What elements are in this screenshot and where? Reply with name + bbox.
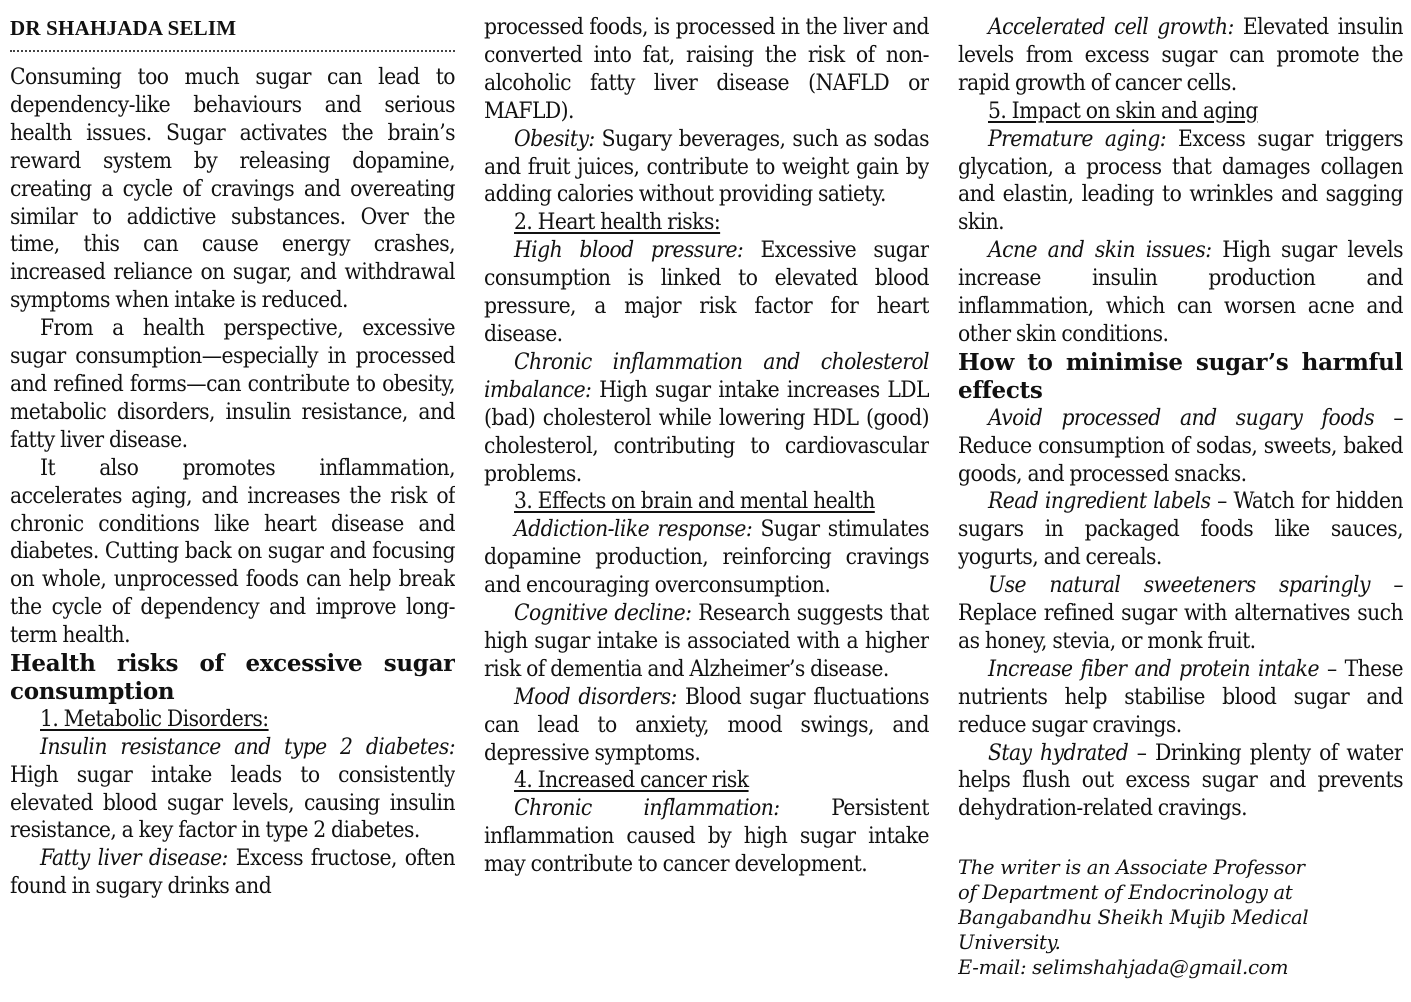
subheading-text: 3. Effects on brain and mental health xyxy=(514,488,875,515)
risk-text: Excess sugar triggers glycation, a process that damages collagen and elastin, leading to wrinkles and sagging skin. xyxy=(958,125,1403,236)
risk-text: Excessive sugar consumption is linked to elevated blood pressure, a major risk factor for heart disease. xyxy=(484,237,929,347)
subheading xyxy=(484,488,929,516)
risk-text: High sugar intake increases LDL (bad) cholesterol while lowering HDL (good) cholesterol, contributing to cardiovascular problems. xyxy=(484,376,929,487)
risk-item xyxy=(958,126,1403,238)
risk-item xyxy=(10,734,455,846)
risk-text: Excess fructose, often found in sugary drinks and xyxy=(10,845,455,900)
subheading-text: 4. Increased cancer risk xyxy=(514,767,749,794)
subheading-text: 5. Impact on skin and aging xyxy=(988,97,1258,124)
article xyxy=(10,14,1402,998)
risk-item xyxy=(484,516,929,600)
credit-line: The writer is an Associate Professor xyxy=(958,856,1305,880)
credit-line: of Department of Endocrinology at xyxy=(958,881,1293,905)
credit-line: Bangabandhu Sheikh Mujib Medical xyxy=(958,906,1309,930)
risk-text: Sugary beverages, such as sodas and fruit juices, contribute to weight gain by adding calories without providing satiety. xyxy=(484,125,929,208)
risk-item xyxy=(484,600,929,684)
subheading-text: 2. Heart health risks: xyxy=(514,209,721,236)
risk-item-continued: processed foods, is processed in the liver and converted into fat, raising the risk of non-alcoholic fatty liver disease (NAFLD or MAFLD). xyxy=(484,14,929,124)
risk-item xyxy=(484,684,929,768)
risk-label: Chronic inflammation and cholesterol imbalance: xyxy=(484,348,929,403)
risk-text: High sugar intake leads to consistently elevated blood sugar levels, causing insulin resistance, a key factor in type 2 diabetes. xyxy=(10,761,455,844)
tip-item xyxy=(958,488,1403,572)
tip-text: – Drinking plenty of water helps flush out excess sugar and prevents dehydration-related cravings. xyxy=(958,739,1403,822)
tip-item xyxy=(958,572,1403,656)
subheading xyxy=(10,706,455,734)
subheading xyxy=(484,209,929,237)
column-3 xyxy=(958,14,1403,998)
risk-item xyxy=(484,795,929,879)
tip-item xyxy=(958,405,1403,489)
section-heading: Health risks of excessive sugar consumption xyxy=(10,650,455,705)
risk-label: Acne and skin issues: xyxy=(988,237,1212,264)
risk-item xyxy=(484,349,929,489)
risk-item xyxy=(958,237,1403,349)
risk-item xyxy=(484,237,929,349)
risk-text: Elevated insulin levels from excess sugar can promote the rapid growth of cancer cells. xyxy=(958,14,1403,96)
risk-text: Blood sugar fluctuations can lead to anxiety, mood swings, and depressive symptoms. xyxy=(484,683,929,766)
risk-label: Accelerated cell growth: xyxy=(988,14,1234,40)
section-heading: How to minimise sugar’s harmful effects xyxy=(958,348,1403,404)
risk-label: Chronic inflammation: xyxy=(514,795,780,822)
intro-paragraph: Consuming too much sugar can lead to dependency-like behaviours and serious health issues. Sugar activates the brain’s reward system by releasing dopamine, creating a cycle of cravings and overeating similar to addictive substances. Over the time, this can cause energy crashes, increased reliance on sugar, and withdrawal symptoms when intake is reduced. xyxy=(10,64,455,314)
subheading xyxy=(958,98,1403,126)
paragraph: It also promotes inflammation, accelerates aging, and increases the risk of chronic conditions like heart disease and diabetes. Cutting back on sugar and focusing on whole, unprocessed foods can help break the cycle of dependency and improve long-term health. xyxy=(10,454,455,649)
tip-label: Read ingredient labels xyxy=(988,488,1211,515)
tip-text: – Replace refined sugar with alternatives such as honey, stevia, or monk fruit. xyxy=(958,572,1403,654)
tip-item xyxy=(958,656,1403,740)
tip-label: Increase fiber and protein intake xyxy=(988,655,1319,682)
author-credit xyxy=(958,855,1403,980)
risk-text: High sugar levels increase insulin production and inflammation, which can worsen acne and other skin conditions. xyxy=(958,237,1403,347)
risk-label: Fatty liver disease: xyxy=(40,845,228,872)
subheading xyxy=(484,767,929,795)
tip-label: Avoid processed and sugary foods xyxy=(988,404,1375,431)
risk-label: Obesity: xyxy=(514,125,595,152)
column-1 xyxy=(10,14,455,998)
risk-label: Insulin resistance and type 2 diabetes: xyxy=(40,733,455,760)
risk-label: Cognitive decline: xyxy=(514,600,692,627)
column-2 xyxy=(484,14,929,998)
credit-line: University. xyxy=(958,931,1061,955)
dotted-divider xyxy=(10,50,455,52)
risk-label: Mood disorders: xyxy=(514,683,677,710)
paragraph: From a health perspective, excessive sugar consumption—especially in processed and refined forms—can contribute to obesity, metabolic disorders, insulin resistance, and fatty liver disease. xyxy=(10,315,455,453)
risk-item xyxy=(484,126,929,210)
tip-text: – Reduce consumption of sodas, sweets, baked goods, and processed snacks. xyxy=(958,404,1403,487)
tip-text: – These nutrients help stabilise blood sugar and reduce sugar cravings. xyxy=(958,655,1403,738)
tip-text: – Watch for hidden sugars in packaged foods like sauces, yogurts, and cereals. xyxy=(958,488,1403,571)
risk-label: Premature aging: xyxy=(988,125,1167,152)
risk-text: Research suggests that high sugar intake is associated with a higher risk of dementia and Alzheimer’s disease. xyxy=(484,600,929,682)
tip-label: Stay hydrated xyxy=(988,739,1129,766)
risk-label: Addiction-like response: xyxy=(514,516,753,543)
byline: DR SHAHJADA SELIM xyxy=(10,16,237,40)
risk-item xyxy=(10,845,455,901)
subheading-text: 1. Metabolic Disorders: xyxy=(40,705,269,732)
tip-item xyxy=(958,740,1403,824)
risk-item xyxy=(958,14,1403,98)
tip-label: Use natural sweeteners sparingly xyxy=(988,572,1370,599)
risk-text: Sugar stimulates dopamine production, reinforcing cravings and encouraging overconsumption. xyxy=(484,516,929,599)
risk-label: High blood pressure: xyxy=(514,237,744,264)
risk-text: Persistent inflammation caused by high sugar intake may contribute to cancer development. xyxy=(484,795,929,878)
author-email: E-mail: selimshahjada@gmail.com xyxy=(958,956,1289,980)
